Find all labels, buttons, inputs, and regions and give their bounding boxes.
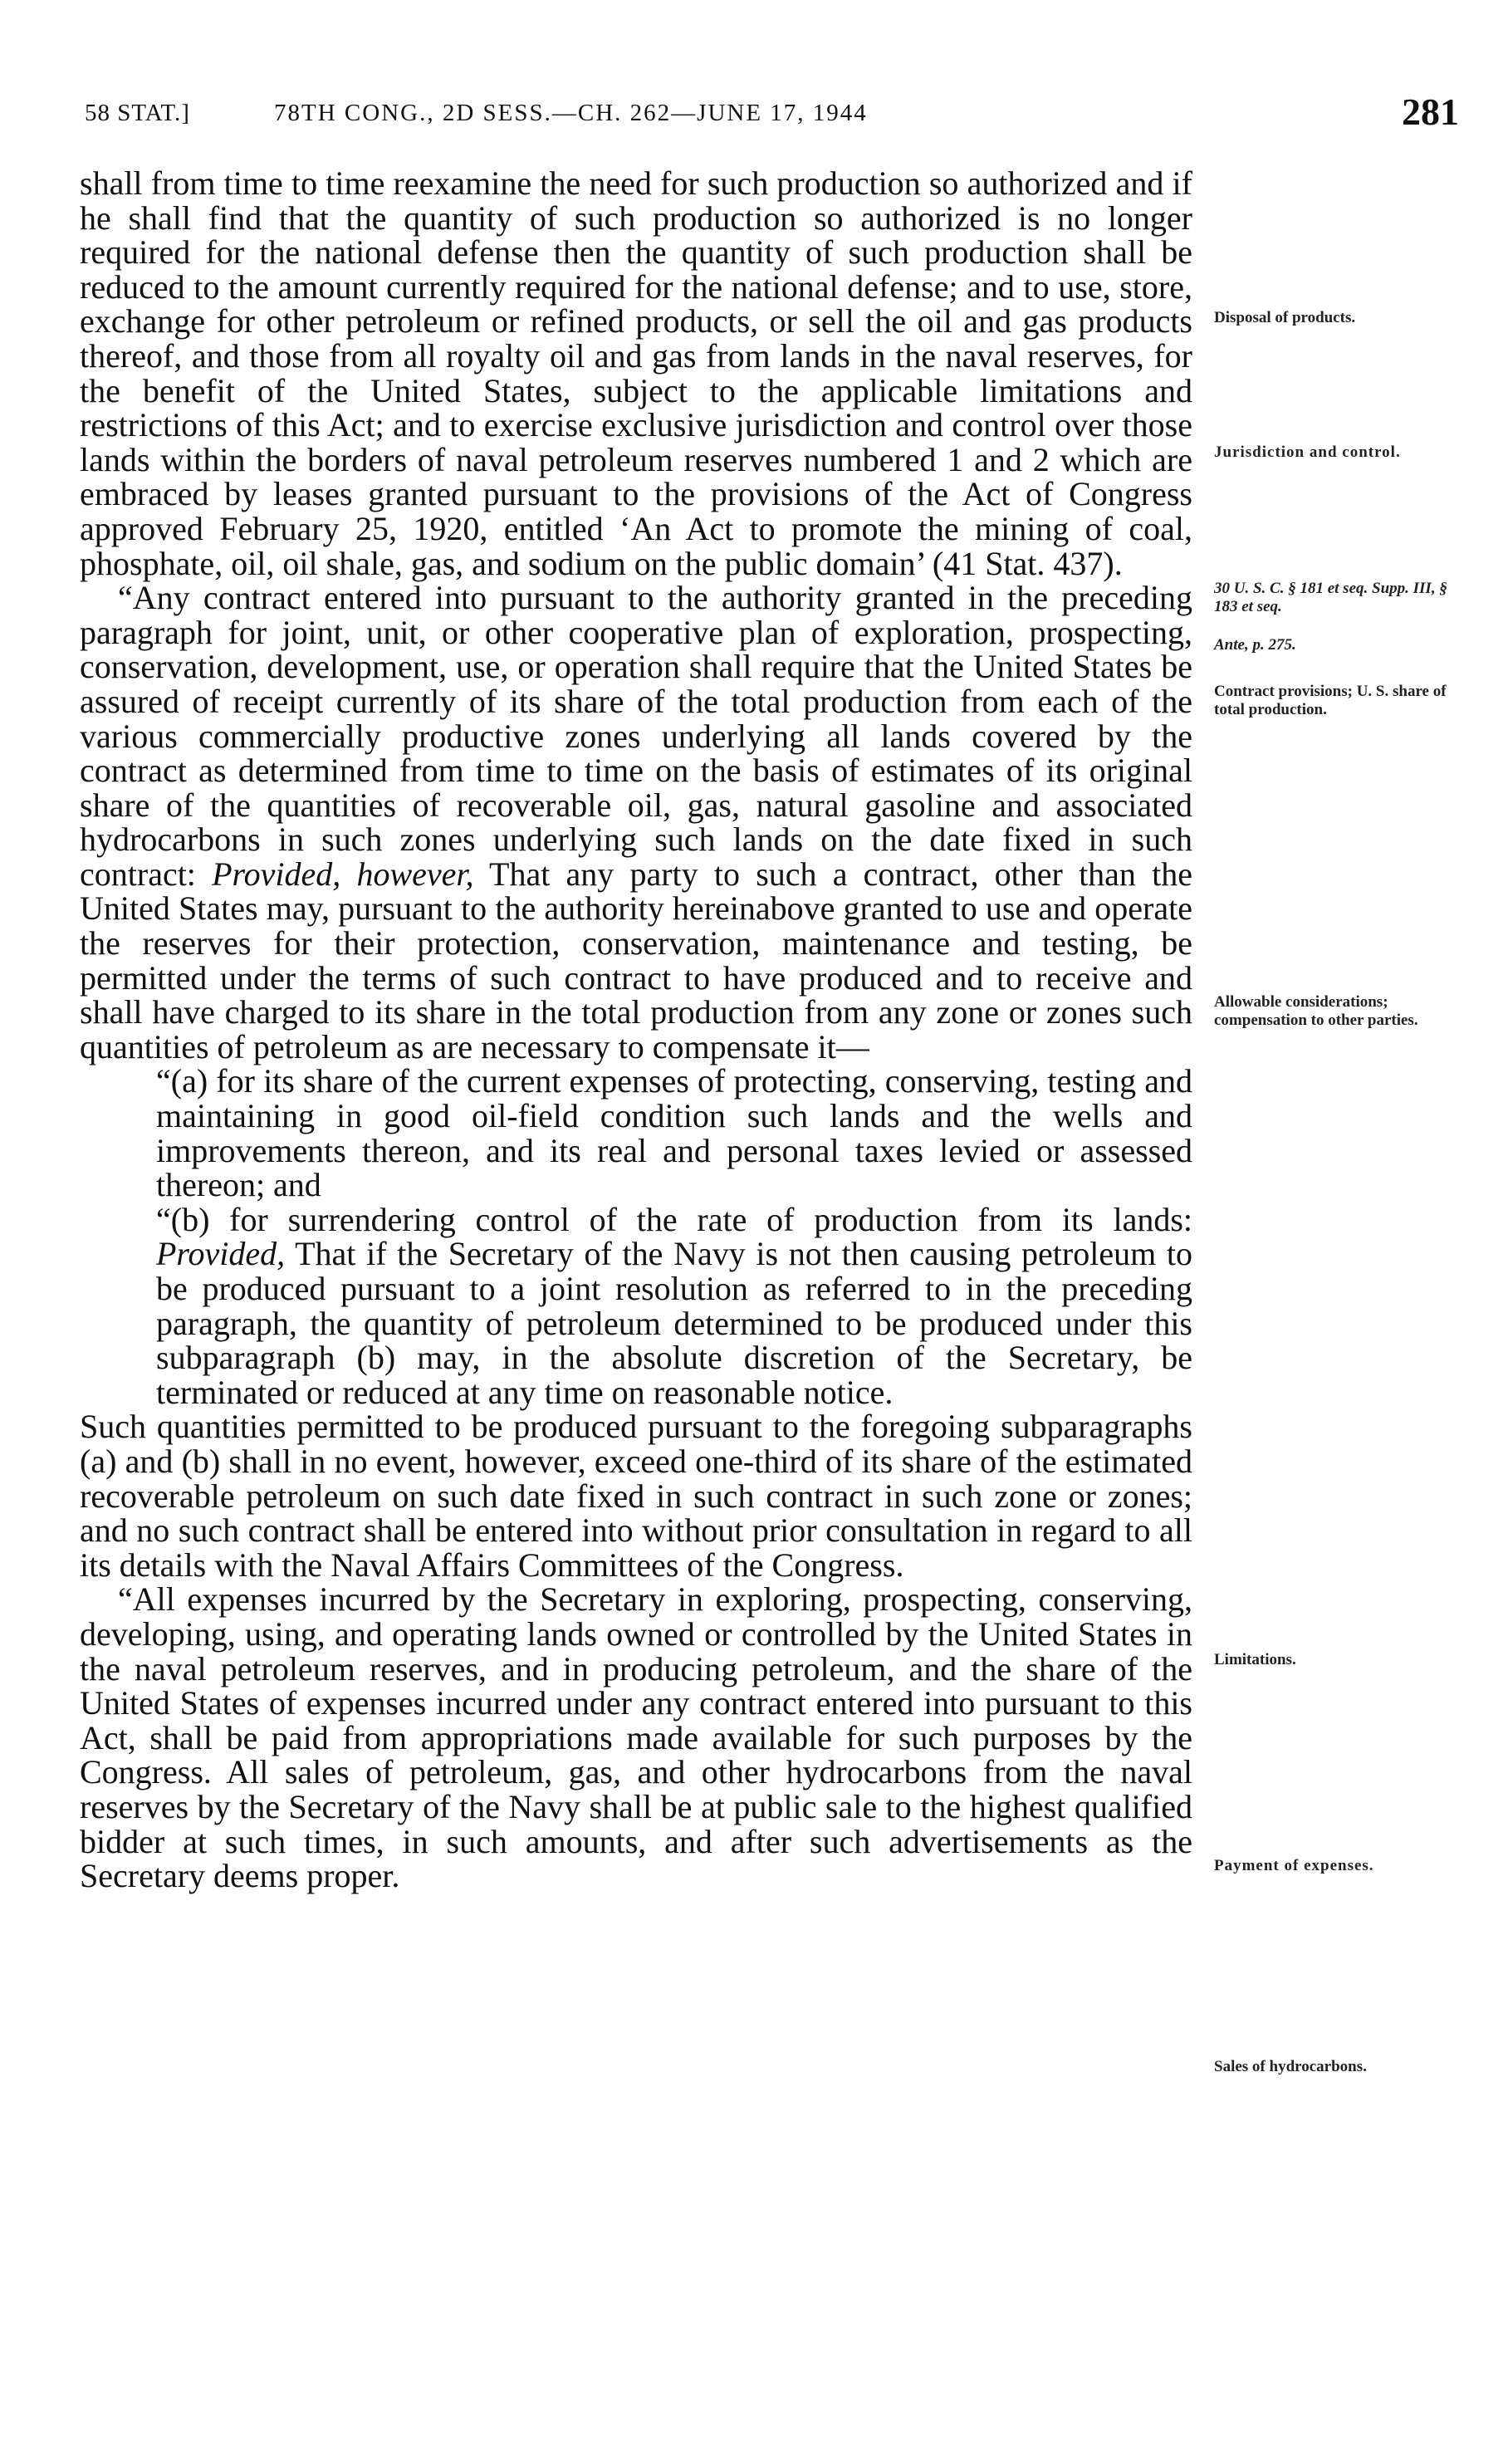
paragraph-contract [80, 580, 1192, 1064]
contract-text-b: That any party to such a contract, other than the United States may, pursuant to the authority hereinabove granted to use and operate the reserves for their protection, conservation, maintenance and testing, be permitted under the terms of such contract to have produced and to receive and shall have charged to its share in the total production from any zone or zones such quantities of petroleum as are necessary to compensate it— [80, 855, 1193, 1065]
statute-volume: 58 STAT.] [85, 100, 190, 126]
margin-note-payment: Payment of expenses. [1214, 1857, 1374, 1874]
subparagraph-b [80, 1200, 1192, 1411]
margin-note-allowable: Allowable considerations; compensation to other parties. [1214, 993, 1418, 1029]
statute-text [80, 166, 1192, 1893]
proviso-italic: Provided, however, [212, 855, 474, 893]
margin-note-jurisdiction: Jurisdiction and control. [1214, 443, 1401, 461]
paragraph-expenses: “All expenses incurred by the Secretary in exploring, prospecting, conserving, developing, using, and operating lands owned or controlled by the United States in the naval petroleum reserves, and in producing petroleum, and the share of the United States of expenses incurred under any contract entered into pursuant to this Act, shall be paid from appropriations made available for such purposes by the Congress. All sales of petroleum, gas, and other hydrocarbons from the naval reserves by the Secretary of the Navy shall be at public sale to the highest qualified bidder at such times, in such amounts, and after such advertisements as the Secretary deems proper. [80, 1580, 1192, 1895]
proviso-italic-b: Provided, [156, 1235, 286, 1273]
running-header [0, 90, 1508, 140]
page-number: 281 [1402, 91, 1459, 133]
margin-note-limitations: Limitations. [1214, 1651, 1296, 1668]
margin-note-contract: Contract provisions; U. S. share of total production. [1214, 683, 1447, 718]
paragraph-continuation: shall from time to time reexamine the need for such production so authorized and if he shall find that the quantity of such production so authorized is no longer required for the national defense then the quantity of such production shall be reduced to the amount currently required for the national defense; and to use, store, exchange for other petroleum or refined products, or sell the oil and gas products thereof, and those from all royalty oil and gas from lands in the naval reserves, for the benefit of the United States, subject to the applicable limitations and restrictions of this Act; and to exercise exclusive jurisdiction and control over those lands within the borders of naval petroleum reserves numbered 1 and 2 which are embraced by leases granted pursuant to the provisions of the Act of Congress approved February 25, 1920, entitled ‘An Act to promote the mining of coal, phosphate, oil, oil shale, gas, and sodium on the public domain’ (41 Stat. 437). [80, 164, 1192, 582]
margin-note-sales: Sales of hydrocarbons. [1214, 2058, 1367, 2075]
margin-note-ante: Ante, p. 275. [1214, 636, 1296, 654]
margin-note-citation: 30 U. S. C. § 181 et seq. Supp. III, § 183 et seq. [1214, 580, 1447, 615]
subparagraph-a: “(a) for its share of the current expenses of protecting, conserving, testing and maintaining in good oil-field condition such lands and the wells and improvements thereon, and its real and personal taxes levied or assessed thereon; and [156, 1062, 1192, 1204]
subparagraph-b-text-a: “(b) for surrendering control of the rate of production from its lands: [156, 1200, 1192, 1238]
subparagraph-b-text-b: That if the Secretary of the Navy is not then causing petroleum to be produced pursuant to a joint resolution as referred to in the preceding paragraph, the quantity of petroleum determined to be produced under this subparagraph (b) may, in the absolute discretion of the Secretary, be terminated or reduced at any time on reasonable notice. [156, 1235, 1192, 1411]
session-chapter-date: 78TH CONG., 2D SESS.—CH. 262—JUNE 17, 1944 [274, 100, 868, 126]
paragraph-limitations: Such quantities permitted to be produced pursuant to the foregoing subparagraphs (a) and (b) shall in no event, however, exceed one-third of its share of the estimated recoverable petroleum on such date fixed in such contract in such zone or zones; and no such contract shall be entered into without prior consultation in regard to all its details with the Naval Affairs Committees of the Congress. [80, 1408, 1192, 1584]
margin-note-disposal: Disposal of products. [1214, 309, 1356, 326]
contract-text-a: “Any contract entered into pursuant to the authority granted in the preceding paragraph for joint, unit, or other cooperative plan of exploration, prospecting, conservation, development, use, or operation shall require that the United States be assured of receipt currently of its share of the total production from each of the various commercially productive zones underlying all lands covered by the contract as determined from time to time on the basis of estimates of its original share of the quantities of recoverable oil, gas, natural gasoline and associated hydrocarbons in such zones underlying such lands on the date fixed in such contract: [80, 579, 1192, 893]
